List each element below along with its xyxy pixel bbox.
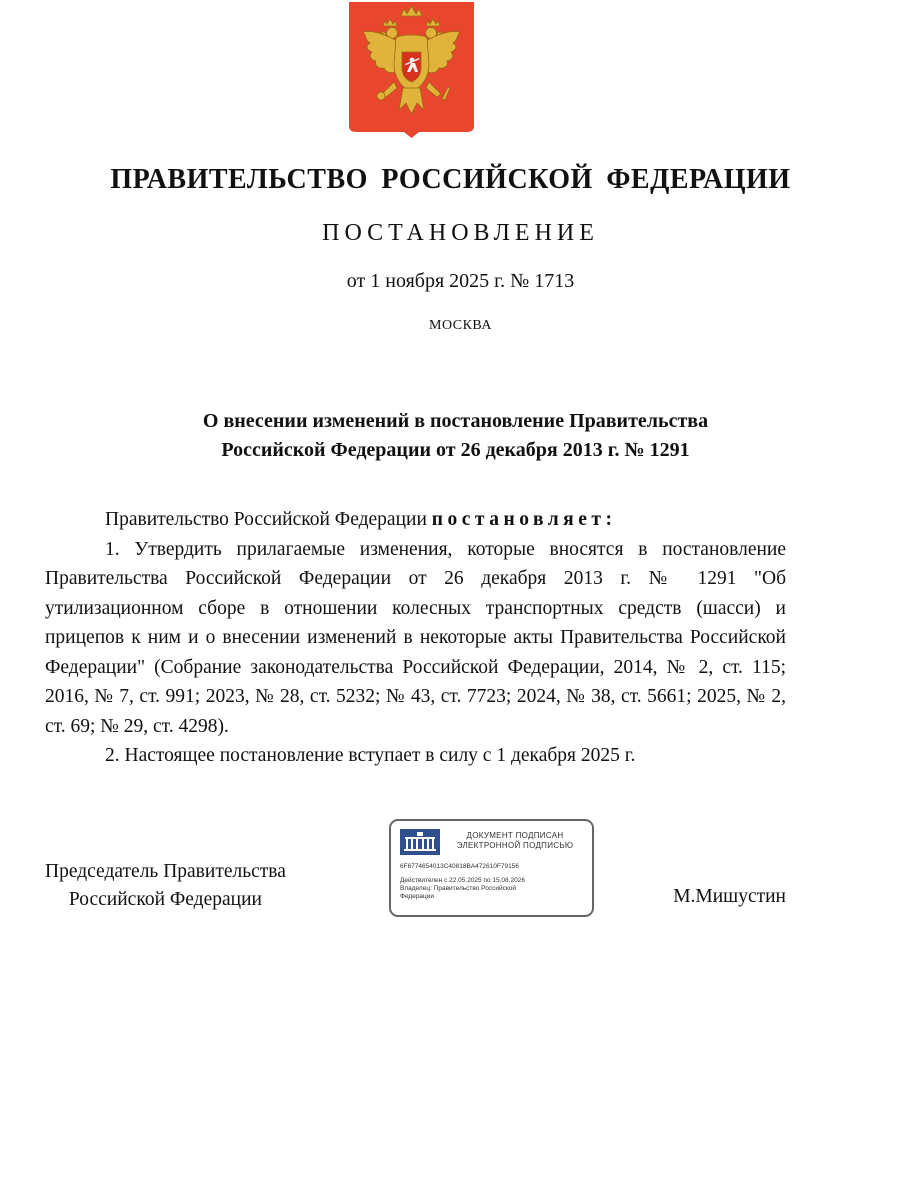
double-headed-eagle-icon (349, 2, 474, 138)
certificate-serial: 6F6774654013C40818BA472610F79156 (400, 863, 519, 870)
certificate-owner-line-1: Владелец: Правительство Российской (400, 885, 517, 892)
item-2: 2. Настоящее постановление вступает в силу с 1 декабря 2025 г. (105, 745, 636, 766)
certificate-validity: Действителен с 22.05.2025 по 15.08.2026 (400, 877, 525, 884)
certificate-owner-line-2: Федерации (400, 893, 435, 900)
document-type: ПОСТАНОВЛЕНИЕ (322, 220, 599, 246)
stamp-heading-line-2: ЭЛЕКТРОННОЙ ПОДПИСЬЮ (456, 841, 574, 850)
stamp-heading (445, 831, 585, 851)
preamble-verb: постановляет: (431, 509, 617, 530)
document-body (45, 505, 786, 771)
document-date-number: от 1 ноября 2025 г. № 1713 (346, 270, 575, 292)
coat-of-arms-emblem (349, 2, 474, 138)
signatory-title-line-2: Российской Федерации (68, 889, 262, 910)
signer-name: М.Мишустин (673, 886, 786, 907)
document-city: МОСКВА (429, 318, 492, 333)
government-title: ПРАВИТЕЛЬСТВО РОССИЙСКОЙ ФЕДЕРАЦИИ (110, 164, 791, 195)
stamp-heading-line-1: ДОКУМЕНТ ПОДПИСАН (466, 831, 564, 840)
signatory-title (45, 858, 286, 914)
signatory-title-line-1: Председатель Правительства (45, 861, 286, 882)
preamble (45, 505, 786, 535)
subject-line-2: Российской Федерации от 26 декабря 2013 г. № 1291 (221, 439, 690, 461)
subject-line-1: О внесении изменений в постановление Правительства (202, 410, 709, 432)
preamble-text: Правительство Российской Федерации (105, 509, 432, 530)
item-1: 1. Утвердить прилагаемые изменения, которые вносятся в постановление Правительства Российской Федерации от 26 декабря 2013 г. № 1291 "Об утилизационном сборе в отношении колесных транспортных средств (шасси) и прицепов к ним и о внесении изменений в некоторые акты Правительства Российской Федерации" (Собрание законодательства Российской Федерации, 2014, № 2, ст. 115; 2016, № 7, ст. 991; 2023, № 28, ст. 5232; № 43, ст. 7723; 2024, № 38, ст. 5661; 2025, № 2, ст. 69; № 29, ст. 4298). (45, 538, 786, 737)
government-building-icon (400, 829, 440, 855)
electronic-signature-stamp (389, 819, 594, 917)
document-subject (0, 407, 901, 465)
